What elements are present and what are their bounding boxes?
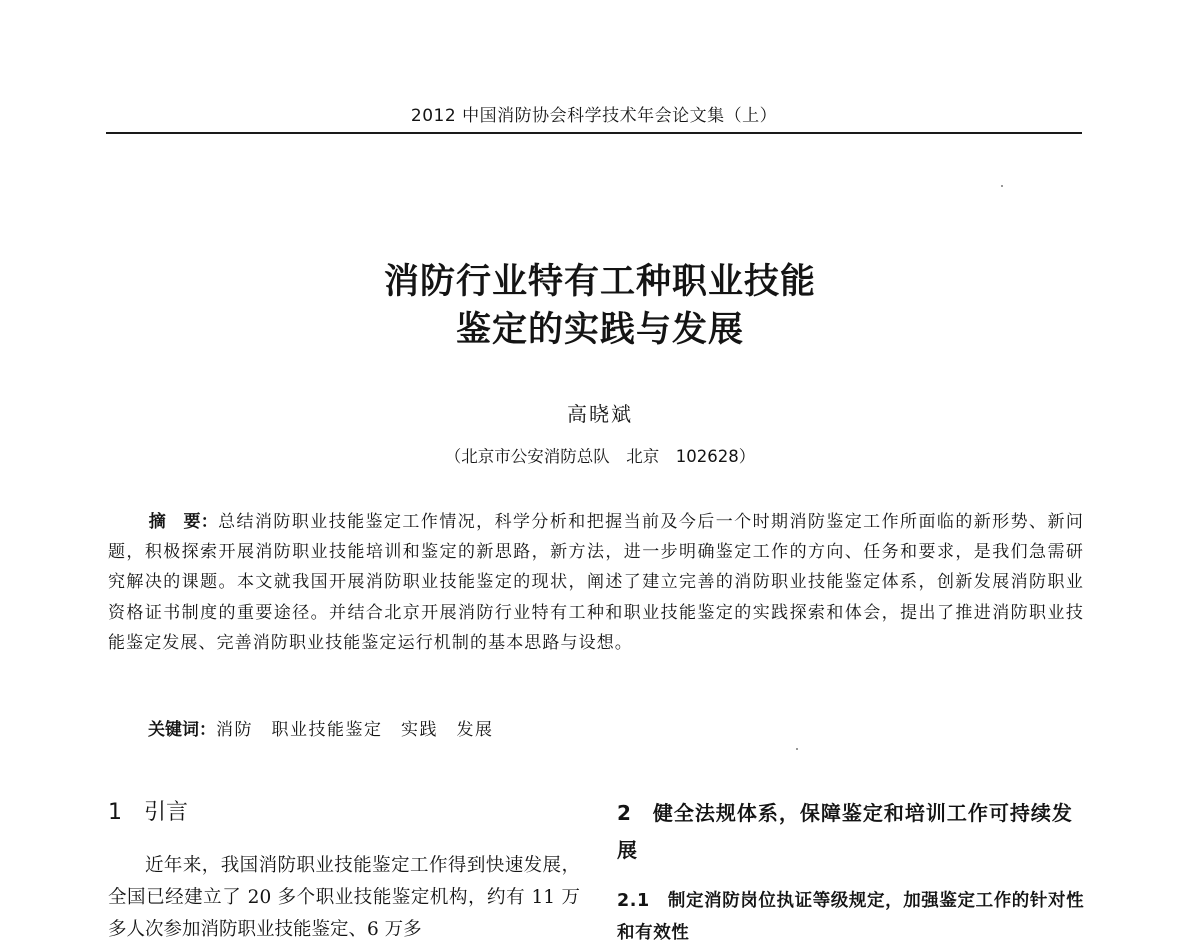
intro-paragraph: 近年来，我国消防职业技能鉴定工作得到快速发展，全国已经建立了 20 多个职业技能鉴定机构，约有 11 万多人次参加消防职业技能鉴定、6 万多 (108, 855, 580, 940)
running-header: 2012 中国消防协会科学技术年会论文集（上） (410, 106, 778, 126)
section-1-heading: 1 引言 (108, 800, 188, 825)
scan-speck (796, 748, 798, 750)
section-2-heading: 2 健全法规体系，保障鉴定和培训工作可持续发展 (617, 801, 1073, 862)
scan-speck (1001, 185, 1003, 187)
author-name: 高晓斌 (567, 402, 633, 426)
abstract (108, 507, 1084, 658)
keywords-label: 关键词： (148, 720, 216, 740)
abstract-label: 摘 要： (148, 512, 219, 532)
keywords (148, 715, 494, 740)
left-column (108, 798, 580, 946)
header-rule (106, 132, 1082, 134)
keywords-text: 消防 职业技能鉴定 实践 发展 (216, 720, 494, 740)
subsection-2-1-heading: 2.1 制定消防岗位执证等级规定，加强鉴定工作的针对性和有效性 (617, 891, 1085, 943)
abstract-text: 总结消防职业技能鉴定工作情况，科学分析和把握当前及今后一个时期消防鉴定工作所面临的新形势、新问题，积极探索开展消防职业技能培训和鉴定的新思路，新方法，进一步明确鉴定工作的方向、任务和要求，是我们急需研究解决的课题。本文就我国开展消防职业技能鉴定的现状，阐述了建立完善的消防职业技能鉴定体系，创新发展消防职业资格证书制度的重要途径。并结合北京开展消防行业特有工种和职业技能鉴定的实践探索和体会，提出了推进消防职业技能鉴定发展、完善消防职业技能鉴定运行机制的基本思路与设想。 (108, 512, 1085, 653)
title-line-2: 鉴定的实践与发展 (455, 309, 744, 350)
title-line-1: 消防行业特有工种职业技能 (383, 261, 816, 302)
right-column (617, 795, 1087, 949)
author-affiliation: （北京市公安消防总队 北京 102628） (444, 447, 756, 466)
paper-title (106, 258, 1094, 354)
